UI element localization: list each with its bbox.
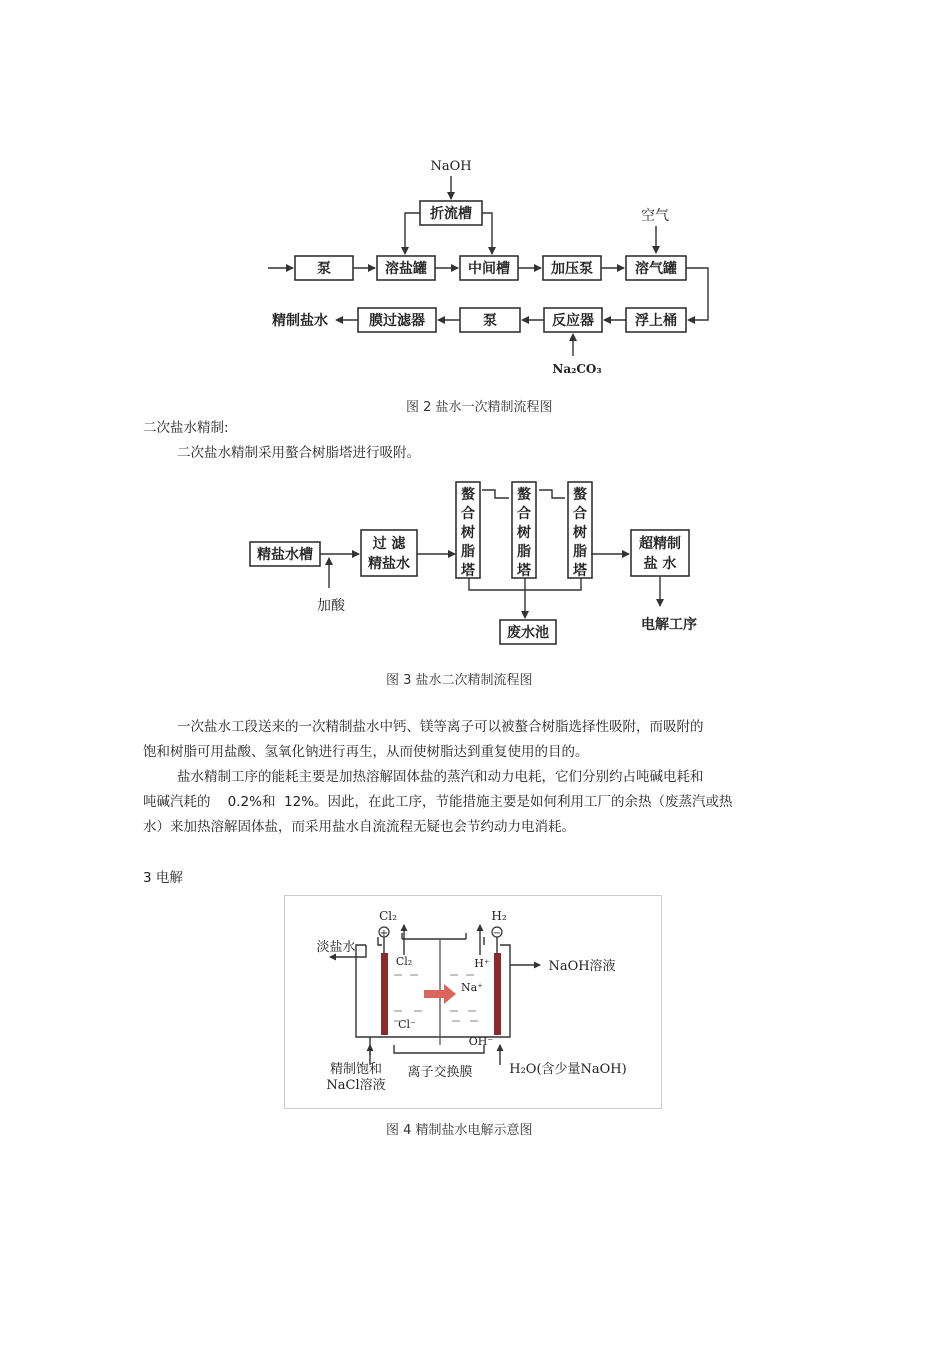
fushangtong-label: 浮上桶 — [635, 313, 677, 329]
electro-label: 电解工序 — [641, 617, 697, 633]
mogulvqi-label: 膜过滤器 — [369, 313, 425, 329]
resin-tower-3-char: 塔 — [573, 563, 587, 579]
naoh-solution-label: NaOH溶液 — [548, 959, 616, 974]
tower1-to-tower2-link — [482, 490, 509, 498]
resin-tower-2-char: 脂 — [517, 544, 531, 560]
pump2-label: 泵 — [483, 313, 497, 329]
zheliucao-to-rongyan-arrow — [405, 213, 420, 254]
minus-sign: − — [492, 928, 502, 939]
oh-minus-label: OH⁻ — [468, 1035, 494, 1048]
cathode-electrode — [494, 953, 501, 1035]
para2-line2: 吨碱汽耗的 0.2%和 12%。因此，在此工序，节能措施主要是如何利用工厂的余热（废蒸汽或热 — [143, 794, 733, 810]
waste-label: 废水池 — [507, 625, 549, 641]
na2co3-label: Na₂CO₃ — [552, 362, 602, 376]
section-title-secondary: 二次盐水精制: — [143, 420, 229, 436]
pump1-label: 泵 — [317, 261, 331, 277]
figure-2-caption: 图 2 盐水一次精制流程图 — [406, 400, 553, 415]
figure-2-flowchart — [260, 150, 720, 382]
fanyingqi-label: 反应器 — [552, 313, 594, 329]
product-label: 精制盐水 — [272, 313, 328, 329]
na-plus-label: Na⁺ — [461, 981, 483, 994]
resin-tower-1-char: 合 — [461, 506, 475, 522]
resin-tower-1-char: 树 — [461, 525, 475, 541]
naoh-label: NaOH — [430, 159, 472, 174]
h2-top-label: H₂ — [491, 909, 507, 923]
zheliucao-to-zhongjian-arrow — [482, 213, 492, 254]
tower2-to-tower3-link — [539, 490, 565, 498]
plus-sign: + — [379, 928, 389, 939]
para2-line3: 水）来加热溶解固体盐，而采用盐水自流流程无疑也会节约动力电消耗。 — [143, 819, 575, 835]
tank-label: 精盐水槽 — [257, 547, 313, 563]
section-intro: 二次盐水精制采用螯合树脂塔进行吸附。 — [177, 445, 420, 461]
filter-bottom-label: 精盐水 — [368, 556, 410, 572]
feed-label-line1: 精制饱和 — [329, 1062, 383, 1077]
membrane-label: 离子交换膜 — [407, 1065, 473, 1080]
cl-minus-label: Cl⁻ — [398, 1018, 416, 1031]
zhongjiancao-label: 中间槽 — [468, 261, 510, 277]
para1-line1: 一次盐水工段送来的一次精制盐水中钙、镁等离子可以被螯合树脂选择性吸附，而吸附的 — [177, 719, 704, 735]
resin-tower-2-char: 合 — [517, 506, 531, 522]
resin-tower-2-char: 树 — [517, 525, 531, 541]
resin-tower-3-char: 螯 — [573, 487, 587, 503]
dilute-brine-label: 淡盐水 — [316, 940, 356, 955]
resin-tower-1-char: 塔 — [461, 563, 475, 579]
super-bottom-label: 盐 水 — [643, 556, 677, 572]
resin-tower-1-char: 螯 — [461, 487, 475, 503]
rongyanguan-label: 溶盐罐 — [385, 261, 427, 277]
jiayabeng-label: 加压泵 — [551, 261, 593, 277]
para1-line2: 饱和树脂可用盐酸、氢氧化钠进行再生，从而使树脂达到重复使用的目的。 — [143, 744, 589, 760]
resin-tower-3-char: 树 — [573, 525, 587, 541]
section-title-electrolysis: 3 电解 — [143, 870, 183, 886]
water-label: H₂O(含少量NaOH) — [509, 1062, 627, 1077]
feed-label-line2: NaCl溶液 — [326, 1078, 386, 1093]
air-label: 空气 — [641, 208, 669, 224]
super-top-label: 超精制 — [639, 536, 681, 552]
figure-4-electrolysis-diagram — [284, 895, 662, 1109]
filter-top-label: 过 滤 — [372, 536, 406, 552]
rongqiguan-label: 溶气罐 — [635, 261, 677, 277]
figure-3-caption: 图 3 盐水二次精制流程图 — [386, 673, 533, 688]
resin-tower-3-char: 合 — [573, 506, 587, 522]
cl2-top-label: Cl₂ — [379, 909, 397, 923]
anode-electrode — [381, 953, 388, 1035]
resin-tower-3-char: 脂 — [573, 544, 587, 560]
figure-4-caption: 图 4 精制盐水电解示意图 — [386, 1123, 533, 1138]
resin-tower-2-char: 螯 — [517, 487, 531, 503]
resin-tower-1-char: 脂 — [461, 544, 475, 560]
resin-tower-2-char: 塔 — [517, 563, 531, 579]
cl2-inner-label: Cl₂ — [395, 955, 413, 968]
para2-line1: 盐水精制工序的能耗主要是加热溶解固体盐的蒸汽和动力电耗，它们分别约占吨碱电耗和 — [177, 769, 704, 785]
zheliucao-label: 折流槽 — [430, 206, 472, 222]
figure-3-flowchart — [245, 478, 715, 650]
loop-arrow — [686, 268, 708, 320]
acid-label: 加酸 — [317, 598, 345, 614]
h-plus-label: H⁺ — [474, 957, 490, 970]
